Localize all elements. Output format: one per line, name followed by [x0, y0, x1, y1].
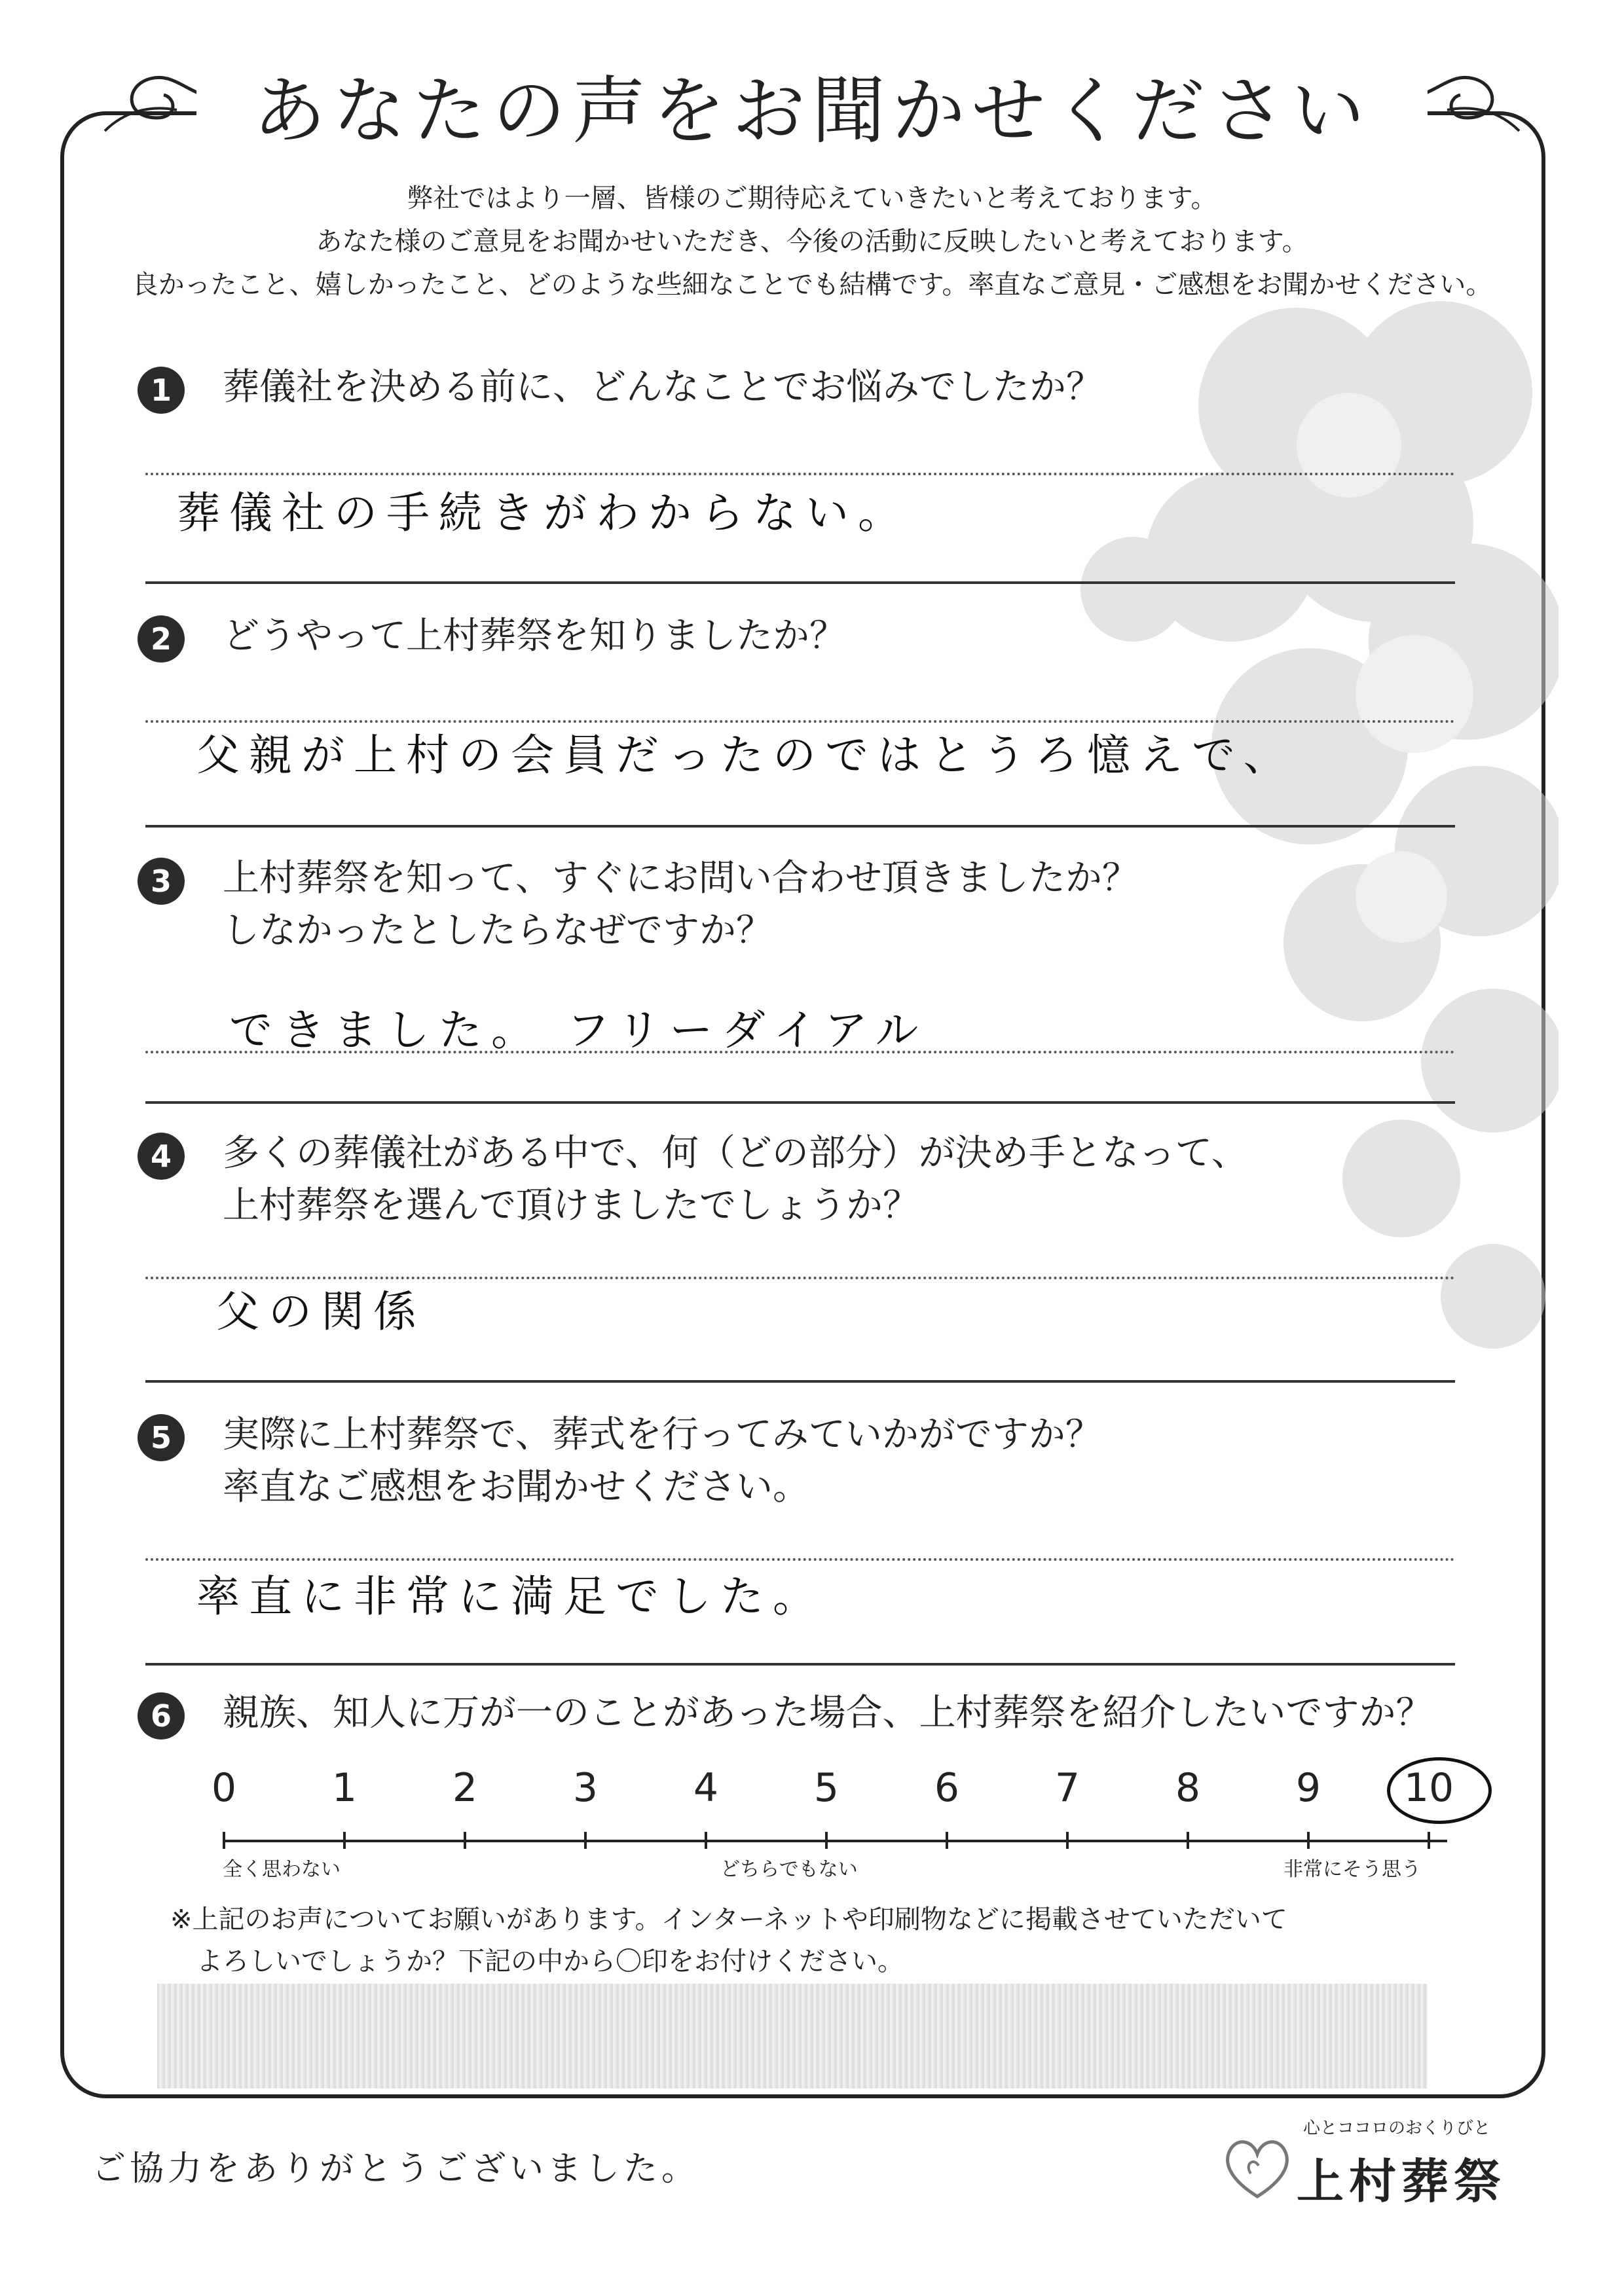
consent-area	[157, 1984, 1428, 2088]
question-text: 葬儀社を決める前に、どんなことでお悩みでしたか？	[223, 366, 1103, 409]
rating-tick	[1428, 1832, 1430, 1849]
rating-tick-label: 2	[452, 1765, 478, 1811]
rating-tick	[343, 1832, 346, 1849]
rating-label-mid: どちらでもない	[720, 1858, 858, 1881]
question-number: 5	[138, 1414, 185, 1461]
brand-name: 上村葬祭	[1297, 2154, 1507, 2209]
answer-underline	[145, 1663, 1455, 1666]
rating-tick	[464, 1832, 466, 1849]
thanks-message: ご協力をありがとうございました。	[92, 2149, 700, 2189]
rating-tick	[1187, 1832, 1189, 1849]
intro-line: あなた様のご意見をお聞かせいただき、今後の活動に反映したいと考えております。	[316, 227, 1308, 257]
answer-3: できました。 フリーダイアル	[229, 1005, 928, 1055]
answer-1: 葬儀社の手続きがわからない。	[177, 488, 910, 538]
rating-scale-line	[223, 1840, 1447, 1842]
clover-background-icon	[904, 275, 1559, 1388]
rating-tick-label: 0	[211, 1765, 237, 1811]
title-container	[196, 46, 1428, 177]
question-text: 率直なご感想をお聞かせください。	[223, 1466, 809, 1508]
answer-2: 父親が上村の会員だったのではとうろ憶えで、	[196, 730, 1296, 780]
rating-label-low: 全く思わない	[223, 1858, 341, 1881]
question-text: 親族、知人に万が一のことがあった場合、上村葬祭を紹介したいですか？	[223, 1692, 1433, 1734]
question-text: 多くの葬儀社がある中で、何（どの部分）が決め手となって、	[223, 1132, 1248, 1175]
note-line: よろしいでしょうか？下記の中から〇印をお付けください。	[196, 1946, 904, 1977]
answer-underline	[145, 1101, 1455, 1104]
rating-tick-label: 5	[813, 1765, 840, 1811]
answer-5: 率直に非常に満足でした。	[196, 1571, 825, 1622]
rating-tick	[946, 1832, 948, 1849]
answer-underline	[145, 825, 1455, 828]
question-text: どうやって上村葬祭を知りましたか？	[223, 615, 846, 657]
question-number: 6	[138, 1692, 185, 1740]
rating-tick-label: 4	[693, 1765, 719, 1811]
heart-logo-icon	[1218, 2128, 1297, 2206]
answer-4: 父の関係	[216, 1286, 426, 1337]
rating-tick-label: 1	[331, 1765, 358, 1811]
answer-underline	[145, 581, 1455, 584]
answer-dotted-line	[145, 1558, 1455, 1561]
brand-tagline: 心とココロのおくりびと	[1303, 2119, 1491, 2138]
question-text: 実際に上村葬祭で、葬式を行ってみていかがですか？	[223, 1413, 1102, 1456]
question-text: しなかったとしたらなぜですか？	[223, 909, 773, 952]
rating-tick-label: 10	[1403, 1765, 1454, 1811]
question-number: 3	[138, 858, 185, 905]
rating-tick	[1066, 1832, 1069, 1849]
rating-tick-label: 3	[572, 1765, 599, 1811]
rating-tick-label: 6	[934, 1765, 960, 1811]
publication-note	[170, 1899, 1287, 1982]
question-number: 2	[138, 615, 185, 663]
intro-line: 弊社ではより一層、皆様のご期待応えていきたいと考えております。	[407, 183, 1217, 213]
rating-tick-label: 8	[1175, 1765, 1201, 1811]
rating-tick	[584, 1832, 587, 1849]
rating-tick	[1307, 1832, 1310, 1849]
question-number: 4	[138, 1133, 185, 1180]
answer-underline	[145, 1380, 1455, 1383]
note-line: ※上記のお声についてお願いがあります。インターネットや印刷物などに掲載させていただいて	[170, 1904, 1287, 1935]
question-number: 1	[138, 367, 185, 414]
rating-tick	[825, 1832, 828, 1849]
page-title: あなたの声をお聞かせください	[253, 69, 1371, 154]
rating-tick	[223, 1832, 225, 1849]
answer-dotted-line	[145, 1051, 1455, 1053]
rating-scale	[211, 1741, 1454, 1912]
answer-dotted-line	[145, 473, 1455, 475]
rating-tick-label: 9	[1295, 1765, 1321, 1811]
question-text: 上村葬祭を知って、すぐにお問い合わせ頂きましたか？	[223, 857, 1139, 900]
intro-line: 良かったこと、嬉しかったこと、どのような些細なことでも結構です。率直なご意見・ご感想をお聞かせください。	[132, 270, 1492, 300]
rating-tick-label: 7	[1054, 1765, 1080, 1811]
rating-tick	[705, 1832, 707, 1849]
question-text: 上村葬祭を選んで頂けましたでしょうか？	[223, 1184, 919, 1227]
rating-label-high: 非常にそう思う	[1283, 1858, 1421, 1881]
brand-logo	[1218, 2115, 1532, 2219]
